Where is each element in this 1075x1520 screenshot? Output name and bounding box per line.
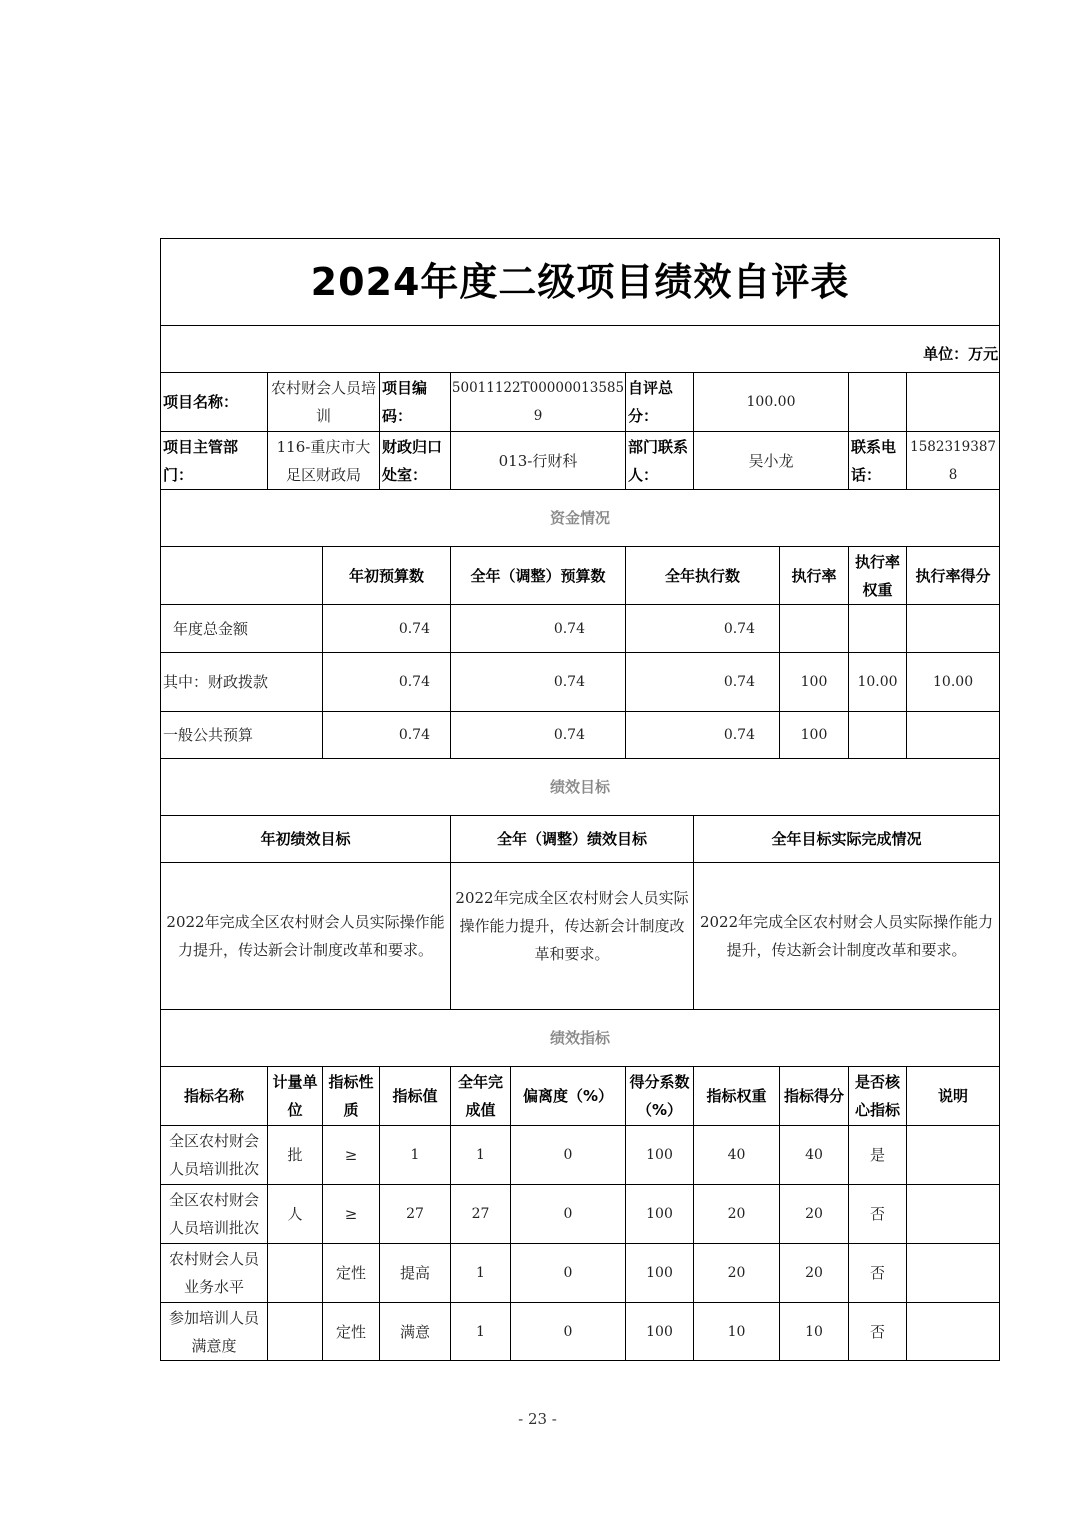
indicators-section-title: 绩效指标 — [161, 1010, 1000, 1067]
goals-header-actual: 全年目标实际完成情况 — [694, 816, 1000, 863]
funds-header-blank — [161, 547, 323, 605]
ind-actual: 1 — [451, 1244, 511, 1303]
funds-row-weight: 10.00 — [849, 653, 907, 712]
ind-header-unit: 计量单位 — [268, 1067, 323, 1126]
ind-name: 参加培训人员满意度 — [161, 1303, 268, 1361]
funds-header-adjusted: 全年（调整）预算数 — [451, 547, 626, 605]
ind-coef: 100 — [626, 1244, 694, 1303]
ind-header-weight: 指标权重 — [694, 1067, 780, 1126]
indicator-row — [161, 1185, 1000, 1244]
ind-header-score: 指标得分 — [780, 1067, 849, 1126]
empty-cell — [849, 373, 907, 432]
goals-header-initial: 年初绩效目标 — [161, 816, 451, 863]
project-name-value: 农村财会人员培训 — [268, 373, 380, 432]
funds-row-rate: 100 — [780, 653, 849, 712]
ind-name: 农村财会人员业务水平 — [161, 1244, 268, 1303]
contact-value: 吴小龙 — [694, 432, 849, 490]
funds-row-executed: 0.74 — [626, 653, 780, 712]
goals-header-adjusted: 全年（调整）绩效目标 — [451, 816, 694, 863]
ind-weight: 20 — [694, 1185, 780, 1244]
page-number: - 23 - — [518, 1410, 557, 1428]
funds-row-rate: 100 — [780, 712, 849, 759]
ind-target: 27 — [380, 1185, 451, 1244]
ind-deviation: 0 — [511, 1303, 626, 1361]
ind-unit — [268, 1303, 323, 1361]
ind-nature: 定性 — [323, 1303, 380, 1361]
ind-core: 否 — [849, 1303, 907, 1361]
ind-note — [907, 1244, 1000, 1303]
funds-header-initial: 年初预算数 — [323, 547, 451, 605]
ind-target: 1 — [380, 1126, 451, 1185]
ind-deviation: 0 — [511, 1126, 626, 1185]
funds-row-initial: 0.74 — [323, 605, 451, 653]
dept-value: 116-重庆市大足区财政局 — [268, 432, 380, 490]
ind-nature: 定性 — [323, 1244, 380, 1303]
ind-nature: ≥ — [323, 1126, 380, 1185]
ind-actual: 1 — [451, 1303, 511, 1361]
ind-weight: 40 — [694, 1126, 780, 1185]
ind-weight: 10 — [694, 1303, 780, 1361]
ind-header-target: 指标值 — [380, 1067, 451, 1126]
ind-header-name: 指标名称 — [161, 1067, 268, 1126]
self-score-label: 自评总分： — [626, 373, 694, 432]
ind-coef: 100 — [626, 1303, 694, 1361]
funds-row — [161, 653, 1000, 712]
ind-header-deviation: 偏离度（%） — [511, 1067, 626, 1126]
ind-weight: 20 — [694, 1244, 780, 1303]
goal-actual-text: 2022年完成全区农村财会人员实际操作能力提升，传达新会计制度改革和要求。 — [694, 863, 1000, 1010]
ind-deviation: 0 — [511, 1244, 626, 1303]
ind-core: 否 — [849, 1244, 907, 1303]
project-code-value: 50011122T000000135859 — [451, 373, 626, 432]
ind-note — [907, 1185, 1000, 1244]
funds-row-executed: 0.74 — [626, 605, 780, 653]
funds-header-executed: 全年执行数 — [626, 547, 780, 605]
ind-note — [907, 1303, 1000, 1361]
office-value: 013-行财科 — [451, 432, 626, 490]
ind-target: 提高 — [380, 1244, 451, 1303]
dept-label: 项目主管部门： — [161, 432, 268, 490]
funds-row-score — [907, 605, 1000, 653]
ind-actual: 27 — [451, 1185, 511, 1244]
ind-header-note: 说明 — [907, 1067, 1000, 1126]
self-score-value: 100.00 — [694, 373, 849, 432]
ind-deviation: 0 — [511, 1185, 626, 1244]
phone-label: 联系电话： — [849, 432, 907, 490]
ind-core: 是 — [849, 1126, 907, 1185]
indicator-row — [161, 1303, 1000, 1361]
funds-header-weight: 执行率权重 — [849, 547, 907, 605]
funds-row-adjusted: 0.74 — [451, 653, 626, 712]
funds-row-initial: 0.74 — [323, 712, 451, 759]
funds-row-adjusted: 0.74 — [451, 712, 626, 759]
ind-unit: 批 — [268, 1126, 323, 1185]
ind-score: 20 — [780, 1244, 849, 1303]
office-label: 财政归口处室： — [380, 432, 451, 490]
project-code-label: 项目编码： — [380, 373, 451, 432]
ind-header-actual: 全年完成值 — [451, 1067, 511, 1126]
ind-note — [907, 1126, 1000, 1185]
ind-score: 20 — [780, 1185, 849, 1244]
unit-label: 单位：万元 — [161, 326, 1000, 373]
funds-row-initial: 0.74 — [323, 653, 451, 712]
ind-header-coef: 得分系数（%） — [626, 1067, 694, 1126]
indicator-row — [161, 1126, 1000, 1185]
ind-actual: 1 — [451, 1126, 511, 1185]
goals-section-title: 绩效目标 — [161, 759, 1000, 816]
ind-coef: 100 — [626, 1126, 694, 1185]
indicator-row — [161, 1244, 1000, 1303]
ind-unit: 人 — [268, 1185, 323, 1244]
goal-adjusted-text: 2022年完成全区农村财会人员实际操作能力提升，传达新会计制度改革和要求。 — [451, 863, 694, 1010]
project-name-label: 项目名称： — [161, 373, 268, 432]
funds-row-label: 年度总金额 — [161, 605, 323, 653]
funds-row-rate — [780, 605, 849, 653]
funds-row-executed: 0.74 — [626, 712, 780, 759]
ind-target: 满意 — [380, 1303, 451, 1361]
page-title: 2024年度二级项目绩效自评表 — [161, 239, 1000, 326]
ind-name: 全区农村财会人员培训批次 — [161, 1126, 268, 1185]
ind-coef: 100 — [626, 1185, 694, 1244]
ind-nature: ≥ — [323, 1185, 380, 1244]
funds-row-weight — [849, 712, 907, 759]
funds-row-weight — [849, 605, 907, 653]
funds-row-score: 10.00 — [907, 653, 1000, 712]
funds-row-label: 一般公共预算 — [161, 712, 323, 759]
funds-row — [161, 605, 1000, 653]
ind-score: 10 — [780, 1303, 849, 1361]
funds-row-adjusted: 0.74 — [451, 605, 626, 653]
empty-cell — [907, 373, 1000, 432]
funds-section-title: 资金情况 — [161, 490, 1000, 547]
funds-header-score: 执行率得分 — [907, 547, 1000, 605]
contact-label: 部门联系人： — [626, 432, 694, 490]
ind-header-core: 是否核心指标 — [849, 1067, 907, 1126]
performance-evaluation-table — [160, 238, 1000, 1361]
ind-header-nature: 指标性质 — [323, 1067, 380, 1126]
funds-row — [161, 712, 1000, 759]
ind-core: 否 — [849, 1185, 907, 1244]
funds-row-label: 其中：财政拨款 — [161, 653, 323, 712]
funds-header-rate: 执行率 — [780, 547, 849, 605]
ind-unit — [268, 1244, 323, 1303]
funds-row-score — [907, 712, 1000, 759]
phone-value: 15823193878 — [907, 432, 1000, 490]
ind-name: 全区农村财会人员培训批次 — [161, 1185, 268, 1244]
goal-initial-text: 2022年完成全区农村财会人员实际操作能力提升，传达新会计制度改革和要求。 — [161, 863, 451, 1010]
ind-score: 40 — [780, 1126, 849, 1185]
